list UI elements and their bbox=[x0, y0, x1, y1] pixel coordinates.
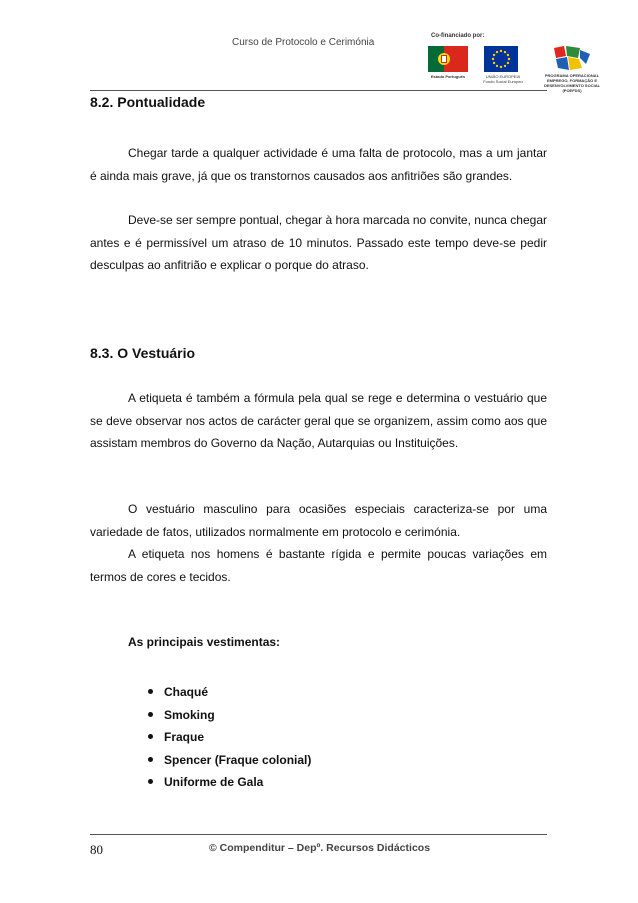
eu-caption-line1: UNIÃO EUROPEIA bbox=[485, 74, 521, 79]
eu-caption-line2: Fundo Social Europeu bbox=[483, 79, 523, 84]
bullet-icon bbox=[148, 689, 153, 694]
vestimentas-subheading: As principais vestimentas: bbox=[128, 635, 281, 649]
section-heading-vestuario: 8.3. O Vestuário bbox=[90, 345, 196, 361]
list-item-label: Spencer (Fraque colonial) bbox=[164, 752, 312, 767]
list-item-label: Uniforme de Gala bbox=[164, 775, 264, 789]
paragraph: O vestuário masculino para ocasiões especiais caracteriza-se por uma variedade de fatos, utilizados normalmente em protocolo e cerimónia. bbox=[90, 502, 547, 539]
list-item bbox=[148, 771, 311, 794]
eu-star bbox=[504, 51, 506, 53]
portugal-flag-icon bbox=[428, 46, 468, 72]
paragraph: A etiqueta nos homens é bastante rígida e permite poucas variações em termos de cores e tecidos. bbox=[90, 547, 547, 584]
list-item-label: Smoking bbox=[164, 707, 215, 722]
cofinanced-label: Co-financiado por: bbox=[431, 33, 485, 39]
list-item-label: Chaqué bbox=[164, 685, 209, 699]
bullet-icon bbox=[148, 757, 153, 762]
paragraph: Chegar tarde a qualquer actividade é uma falta de protocolo, mas a um jantar é ainda mais grave, já que os transtornos causados aos anfitriões são grandes. bbox=[90, 146, 547, 183]
eu-star bbox=[504, 65, 506, 67]
footer-text: © Compenditur – Depº. Recursos Didácticos bbox=[209, 842, 431, 854]
eu-star bbox=[500, 50, 502, 52]
eu-star bbox=[496, 51, 498, 53]
poefds-logo-icon bbox=[550, 44, 592, 72]
eu-star bbox=[493, 62, 495, 64]
list-item bbox=[148, 726, 311, 749]
list-item bbox=[148, 704, 311, 727]
eu-star bbox=[496, 65, 498, 67]
section-heading-pontualidade: 8.2. Pontualidade bbox=[90, 94, 206, 110]
list-item bbox=[148, 681, 311, 704]
bullet-icon bbox=[148, 712, 153, 717]
eu-flag-icon bbox=[484, 46, 518, 72]
page-number: 80 bbox=[90, 842, 103, 857]
bullet-icon bbox=[148, 779, 153, 784]
eu-star bbox=[508, 58, 510, 60]
portugal-caption: Estado Português bbox=[430, 74, 466, 79]
header-title: Curso de Protocolo e Cerimónia bbox=[232, 37, 375, 48]
poefds-caption-line2: (POEFDS) bbox=[562, 88, 582, 93]
eu-star bbox=[493, 54, 495, 56]
eu-star bbox=[492, 58, 494, 60]
list-item bbox=[148, 749, 311, 772]
eu-star bbox=[500, 66, 502, 68]
footer-divider bbox=[90, 834, 547, 835]
header-divider bbox=[90, 90, 547, 91]
bullet-icon bbox=[148, 734, 153, 739]
paragraph: Deve-se ser sempre pontual, chegar à hora marcada no convite, nunca chegar antes e é permissível um atraso de 10 minutos. Passado este tempo deve-se pedir desculpas ao anfitrião e explicar o porque do atraso. bbox=[90, 213, 547, 272]
eu-star bbox=[507, 54, 509, 56]
eu-star bbox=[507, 62, 509, 64]
list-item-label: Fraque bbox=[164, 730, 205, 744]
vestimentas-list bbox=[148, 681, 311, 794]
poefds-caption-line1: PROGRAMA OPERACIONAL EMPREGO, FORMAÇÃO E DESENVOLVIMENTO SOCIAL bbox=[543, 73, 601, 88]
eu-caption bbox=[478, 74, 528, 84]
paragraph: A etiqueta é também a fórmula pela qual se rege e determina o vestuário que se deve observar nos actos de carácter geral que se organizem, assim como aos que assistam membros do Governo da Nação, Autarquias ou Instituições. bbox=[90, 391, 547, 450]
